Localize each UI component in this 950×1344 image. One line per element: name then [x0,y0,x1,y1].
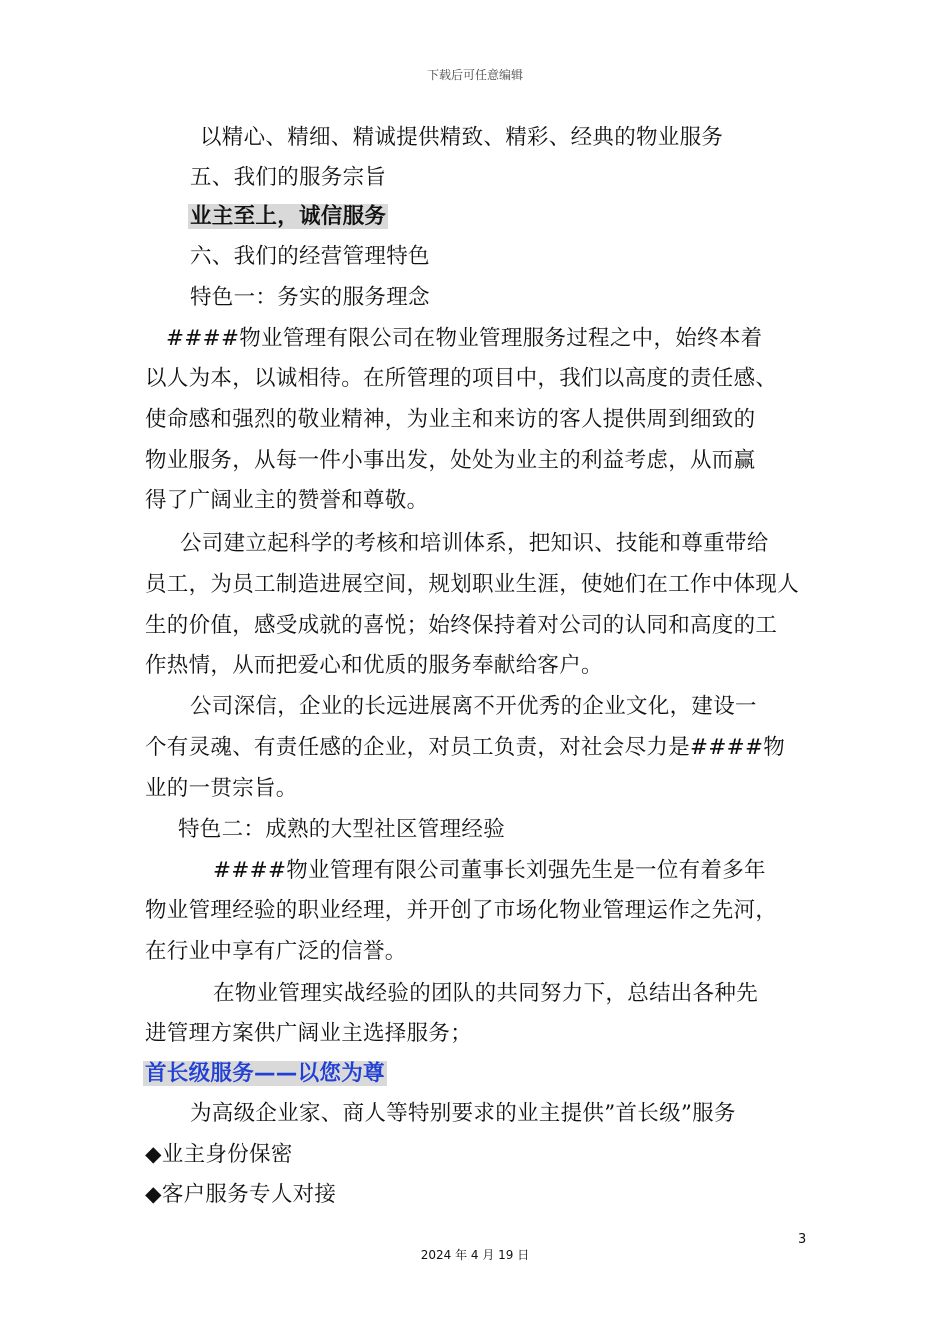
text-line: 业的一贯宗旨。 [145,776,298,801]
section-heading: 六、我们的经营管理特色 [190,244,430,269]
text-line: 得了广阔业主的赞誉和尊敬。 [145,488,429,513]
text-line: 使命感和强烈的敬业精神，为业主和来访的客人提供周到细致的 [145,407,756,432]
text-line: 员工，为员工制造进展空间，规划职业生涯，使她们在工作中体现人 [145,572,800,597]
bullet-item: ◆客户服务专人对接 [145,1182,337,1207]
text-line: ####物业管理有限公司在物业管理服务过程之中，始终本着 [166,326,763,351]
text-line: 个有灵魂、有责任感的企业，对员工负责，对社会尽力是####物 [145,735,786,760]
text-line: 以精心、精细、精诚提供精致、精彩、经典的物业服务 [200,125,724,150]
service-heading: 首长级服务——以您为尊 [145,1061,385,1086]
text-line: 在行业中享有广泛的信誉。 [145,939,407,964]
feature-heading: 特色一：务实的服务理念 [190,285,430,310]
text-line: 以人为本，以诚相待。在所管理的项目中，我们以高度的责任感、 [145,366,778,391]
page-number: 3 [798,1232,807,1247]
text-line: 进管理方案供广阔业主选择服务； [145,1021,473,1046]
text-line: 作热情，从而把爱心和优质的服务奉献给客户。 [145,653,603,678]
text-line: 物业管理经验的职业经理，并开创了市场化物业管理运作之先河， [145,898,778,923]
feature-heading: 特色二：成熟的大型社区管理经验 [178,817,506,842]
section-heading: 五、我们的服务宗旨 [190,165,387,190]
footer-date: 2024 年 4 月 19 日 [420,1248,530,1262]
text-line: 公司深信，企业的长远进展离不开优秀的企业文化，建设一 [190,694,757,719]
bullet-item: ◆业主身份保密 [145,1142,293,1167]
text-line: 物业服务，从每一件小事出发，处处为业主的利益考虑，从而赢 [145,448,756,473]
highlighted-motto: 业主至上，诚信服务 [190,204,387,229]
text-line: 生的价值，感受成就的喜悦；始终保持着对公司的认同和高度的工 [145,613,778,638]
text-line: ####物业管理有限公司董事长刘强先生是一位有着多年 [213,858,766,883]
text-line: 为高级企业家、商人等特别要求的业主提供”首长级”服务 [190,1101,736,1126]
header-note: 下载后可任意编辑 [426,68,523,82]
text-line: 在物业管理实战经验的团队的共同努力下，总结出各种先 [213,981,759,1006]
text-line: 公司建立起科学的考核和培训体系，把知识、技能和尊重带给 [180,531,769,556]
